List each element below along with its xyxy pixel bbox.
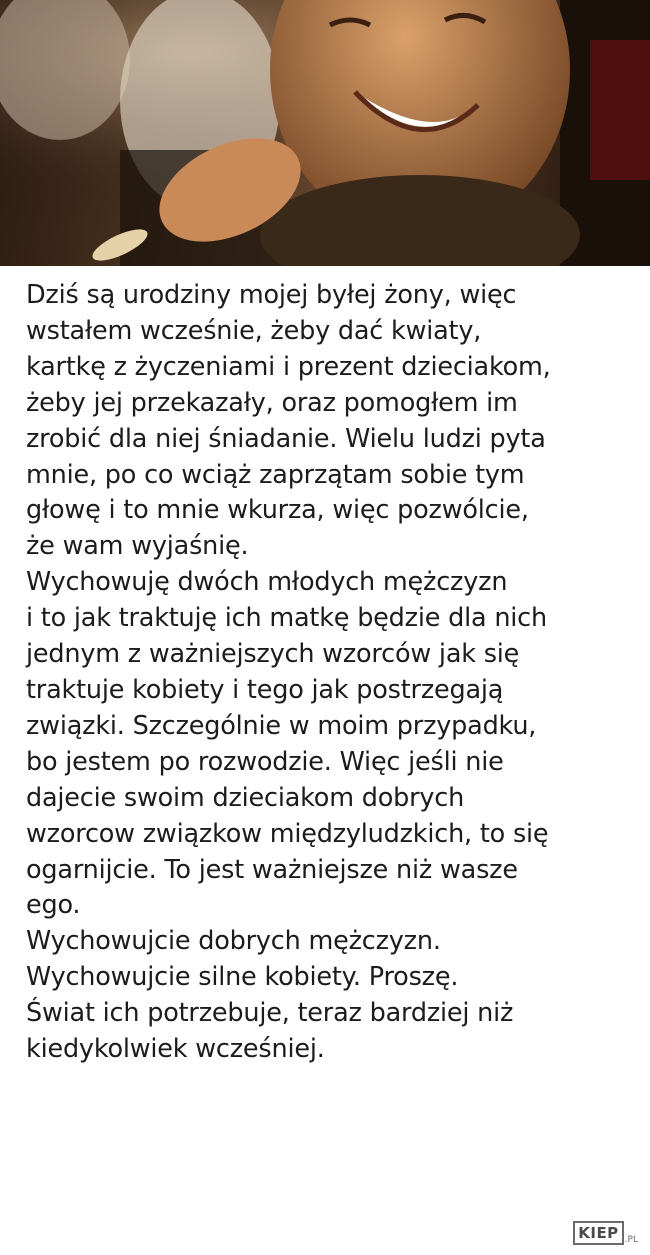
text-line: że wam wyjaśnię. bbox=[26, 531, 249, 562]
watermark-suffix: .PL bbox=[624, 1235, 638, 1245]
text-line: i to jak traktuję ich matkę będzie dla nich bbox=[26, 603, 547, 634]
text-line: związki. Szczególnie w moim przypadku, bbox=[26, 710, 537, 741]
text-line: zrobić dla niej śniadanie. Wielu ludzi pyta bbox=[26, 423, 546, 454]
text-line: dajecie swoim dzieciakom dobrych bbox=[26, 782, 465, 813]
text-line: ego. bbox=[26, 890, 81, 921]
text-line: wzorcow związkow międzyludzkich, to się bbox=[26, 818, 549, 849]
kiep-watermark-logo bbox=[573, 1221, 638, 1245]
text-line: Wychowuję dwóch młodych mężczyzn bbox=[26, 567, 508, 598]
post-text bbox=[26, 278, 626, 1068]
text-line: wstałem wcześnie, żeby dać kwiaty, bbox=[26, 315, 482, 346]
text-line: żeby jej przekazały, oraz pomogłem im bbox=[26, 387, 518, 418]
header-photo bbox=[0, 0, 650, 266]
watermark-text: KIEP bbox=[573, 1221, 623, 1245]
text-line: bo jestem po rozwodzie. Więc jeśli nie bbox=[26, 746, 504, 777]
text-line: głowę i to mnie wkurza, więc pozwólcie, bbox=[26, 495, 529, 526]
text-line: kartkę z życzeniami i prezent dzieciakom, bbox=[26, 351, 551, 382]
text-line: Wychowujcie dobrych mężczyzn. bbox=[26, 926, 441, 957]
text-line: kiedykolwiek wcześniej. bbox=[26, 1034, 325, 1065]
text-line: jednym z ważniejszych wzorców jak się bbox=[26, 639, 520, 670]
text-line: traktuje kobiety i tego jak postrzegają bbox=[26, 674, 504, 705]
smiling-man-photo bbox=[0, 0, 650, 266]
text-line: mnie, po co wciąż zaprzątam sobie tym bbox=[26, 459, 525, 490]
text-line: Wychowujcie silne kobiety. Proszę. bbox=[26, 962, 459, 993]
text-line: ogarnijcie. To jest ważniejsze niż wasze bbox=[26, 854, 518, 885]
text-line: Świat ich potrzebuje, teraz bardziej niż bbox=[26, 998, 514, 1029]
text-line: Dziś są urodziny mojej byłej żony, więc bbox=[26, 280, 517, 310]
